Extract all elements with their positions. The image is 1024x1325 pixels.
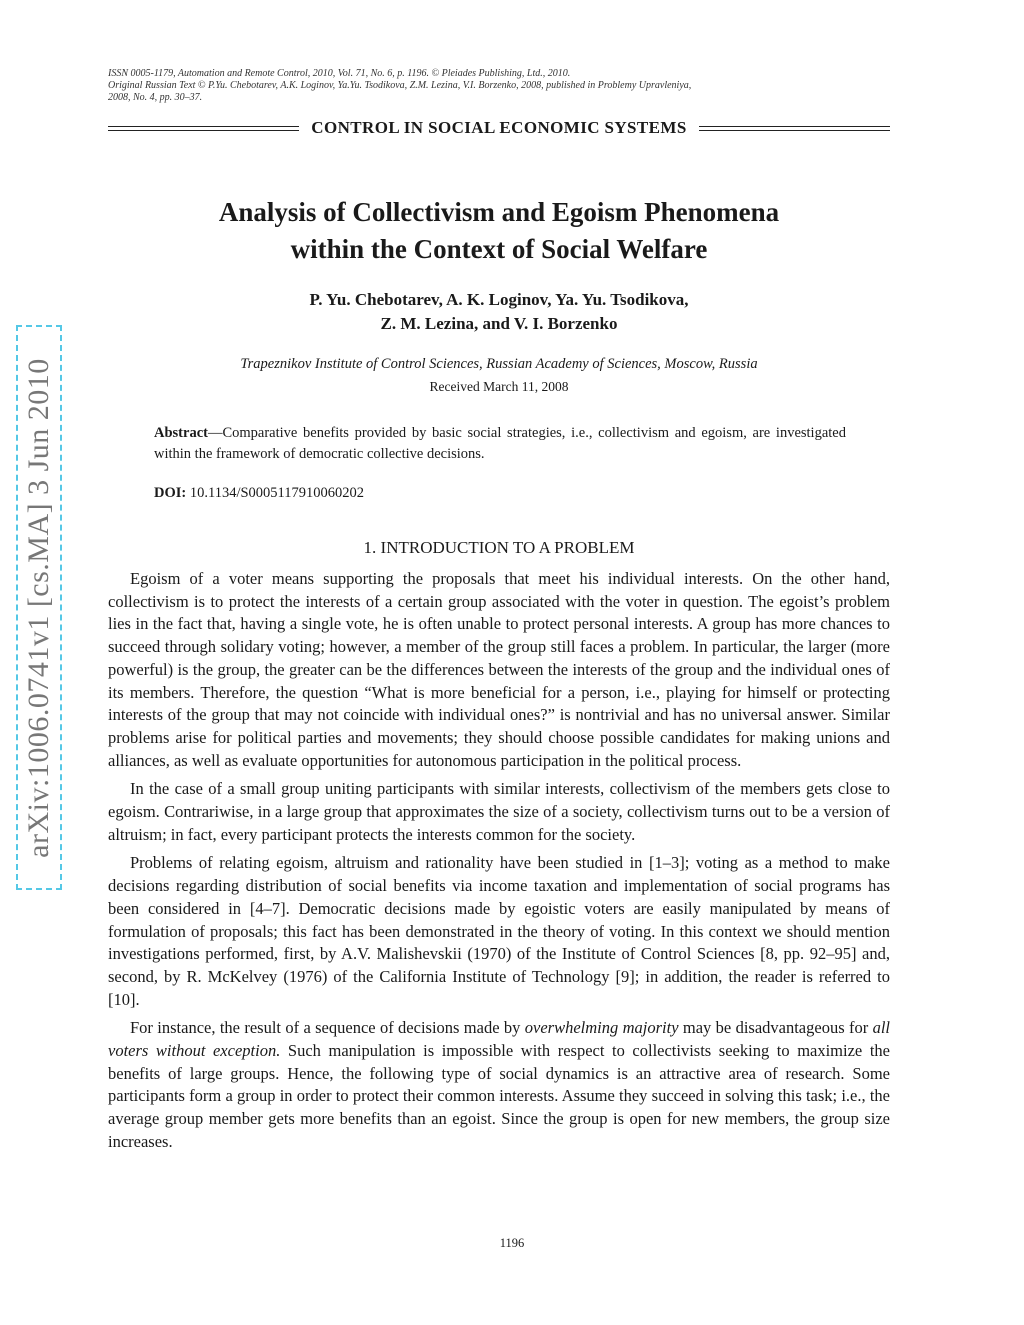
emphasis: overwhelming majority [524,1018,679,1038]
affiliation: Trapeznikov Institute of Control Sciences, Russian Academy of Sciences, Moscow, Russia [240,356,758,372]
abstract-text: —Comparative benefits provided by basic social strategies, i.e., collectivism and egoism, are investigated within the framework of democratic collective decisions. [154,425,846,462]
journal-info [108,68,890,104]
emphasis: all voters without exception. [108,1018,890,1061]
abstract [154,423,846,465]
authors-line: P. Yu. Chebotarev, A. K. Loginov, Ya. Yu. Tsodikova, [309,290,689,309]
author-list [108,288,890,336]
paper-title [108,194,890,268]
body-paragraph: Egoism of a voter means supporting the proposals that meet his individual interests. On the other hand, collectivism is to protect the interests of a certain group associated with the voter in question. The egoist’s problem lies in the fact that, having a single vote, he is often unable to protect personal interests. A group has more chances to succeed through solidary voting; however, a member of the group still faces a problem. In particular, the larger (more powerful) is the group, the greater can be the differences between the interests of the group and the individual ones of its members. Therefore, the question “What is more beneficial for a person, i.e., playing for himself or protecting interests of the group that may not coincide with individual ones?” is nontrivial and has no universal answer. Similar problems arise for political parties and movements; they should choose possible candidates for making unions and alliances, as well as evaluate opportunities for autonomous participation in the political process. [108,569,890,770]
journal-line: ISSN 0005-1179, Automation and Remote Control, 2010, Vol. 71, No. 6, p. 1196. © Pleiades Publishing, Ltd., 2010. [108,68,571,79]
journal-line: 2008, No. 4, pp. 30–37. [108,92,203,103]
journal-line: Original Russian Text © P.Yu. Chebotarev, A.K. Loginov, Ya.Yu. Tsodikova, Z.M. Lezina, V.I. Borzenko, 2008, published in Problemy Upravleniya, [108,80,692,91]
journal-section-label: CONTROL IN SOCIAL ECONOMIC SYSTEMS [311,118,687,137]
received-date: Received March 11, 2008 [429,379,569,394]
title-line: within the Context of Social Welfare [290,234,708,264]
abstract-label: Abstract [154,425,208,441]
body-paragraph: In the case of a small group uniting participants with similar interests, collectivism of the members gets close to egoism. Contrariwise, in a large group that approximates the size of a society, collectivism turns out to be a version of altruism; in fact, every participant protects the interests common for the society. [108,779,890,844]
page-number: 1196 [499,1236,525,1250]
doi-label: DOI: [154,485,187,501]
page [108,68,890,1160]
section-heading: 1. INTRODUCTION TO A PROBLEM [363,538,635,557]
text-run: may be disadvantageous for [678,1018,873,1038]
arxiv-identifier-stamp [16,325,62,890]
text-run: For instance, the result of a sequence of decisions made by [130,1018,525,1038]
body-paragraph [108,1017,890,1153]
authors-line: Z. M. Lezina, and V. I. Borzenko [380,314,618,333]
double-rule-right [699,126,890,131]
body-paragraph: Problems of relating egoism, altruism and rationality have been studied in [1–3]; voting as a method to make decisions regarding distribution of social benefits via income taxation and implementation of social programs has been considered in [4–7]. Democratic decisions made by egoistic voters are easily manipulated by means of formulation of proposals; this fact has been demonstrated in the theory of voting. In this context we should mention investigations performed, first, by A.V. Malishevskii (1970) of the Institute of Control Sciences [8, pp. 92–95] and, second, by R. McKelvey (1976) of the California Institute of Technology [9]; in addition, the reader is referred to [10]. [108,853,890,1009]
journal-section-header [108,118,890,138]
doi-value: 10.1134/S0005117910060202 [189,485,365,501]
double-rule-left [108,126,299,131]
arxiv-id: arXiv:1006.0741v1 [cs.MA] 3 Jun 2010 [22,357,55,858]
doi [154,485,846,502]
text-run: Such manipulation is impossible with respect to collectivists seeking to maximize the benefits of large groups. Hence, the following type of social dynamics is an attractive area of research. Some participants form a group in order to protect their common interests. Assume they succeed in solving this task; i.e., the average group member gets more benefits than an egoist. Since the group is open for new members, the group size increases. [108,1041,890,1151]
title-line: Analysis of Collectivism and Egoism Phenomena [218,197,780,227]
